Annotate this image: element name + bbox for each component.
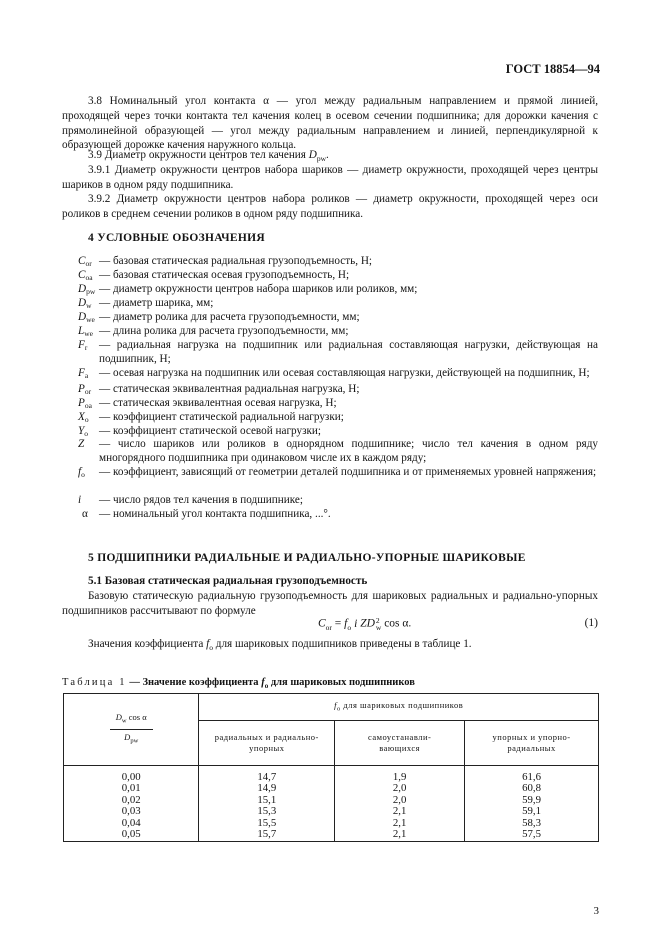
symbol-entry — [78, 494, 598, 508]
formula-zd: ZD — [357, 617, 375, 630]
group-f: f — [334, 699, 338, 710]
symbol-letter: $f_o$ — [78, 466, 85, 479]
symbol-entry — [78, 383, 598, 397]
symbol-entry — [78, 269, 598, 283]
symbol-letter: $F_a$ — [78, 367, 89, 380]
table-label: Таблица 1 — [62, 677, 127, 688]
symbol-description: — число шариков или роликов в однорядном подшипнике; число тел качения в одном ряду многорядного подшипника при одинаковом числе их в каждом ряду; — [99, 438, 598, 464]
symbol-subscript: r — [84, 343, 88, 352]
symbol-letter: $F_r$ — [78, 339, 88, 352]
table-cell: 2,0 — [335, 795, 465, 807]
table-caption-text: Значение коэффициента — [142, 677, 262, 688]
table-cell: 0,01 — [64, 783, 199, 795]
d-symbol: D — [308, 149, 317, 161]
table-row — [64, 818, 599, 830]
para-3-9-2: 3.9.2 Диаметр окружности центров набора роликов — диаметр окружности, проходящей через оси роликов в среднем сечении роликов в одном ряду подшипника. — [62, 193, 598, 220]
table-cell: 2,0 — [335, 783, 465, 795]
table-header-row-1 — [64, 694, 599, 721]
symbol-entry — [78, 425, 598, 439]
para-3-8: 3.8 Номинальный угол контакта α — угол между радиальным направлением и прямой линией, проходящей через точки контакта тел качения колец в осевом сечении подшипника; для дорожки качения с прямолинейной образующей — угол между радиальным направлением и линией, перпендикулярной к образующей дорожке качения наружного кольца. — [62, 95, 598, 152]
symbol-description: — коэффициент, зависящий от геометрии деталей подшипника и от применяемых уровней напряжения; — [99, 466, 597, 478]
symbol-entry — [78, 325, 598, 339]
table-cell: 14,7 — [199, 772, 335, 784]
symbol-description: — диаметр шарика, мм; — [99, 297, 214, 309]
table-cell: 60,8 — [465, 783, 599, 795]
table-cell: 14,9 — [199, 783, 335, 795]
symbol-entry — [78, 466, 598, 494]
symbol-letter: i — [78, 494, 82, 506]
after-prefix: Значения коэффициента — [88, 638, 207, 650]
standard-code: ГОСТ 18854—94 — [505, 62, 600, 76]
table-cell: 61,6 — [465, 772, 599, 784]
col-header-radial: радиальных и радиально-упорных — [199, 721, 335, 766]
col-header-self-aligning: самоустанавли-вающихся — [335, 721, 465, 766]
table-row — [64, 772, 599, 784]
symbol-subscript: o — [84, 415, 89, 424]
d-subscript: pw — [316, 154, 326, 164]
table-caption-sym: f — [261, 677, 265, 688]
para-after-formula — [88, 637, 598, 656]
group-header-text: для шариковых подшипников — [340, 699, 464, 710]
table-caption — [62, 677, 415, 690]
table-cell: 2,1 — [335, 806, 465, 818]
formula-sup: 2 — [375, 616, 380, 625]
table-cell: 0,03 — [64, 806, 199, 818]
symbol-letter: $X_o$ — [78, 411, 89, 424]
coefficient-table — [63, 693, 599, 842]
symbol-entry — [78, 255, 598, 269]
table-cell: 58,3 — [465, 818, 599, 830]
formula-w-sub: w — [375, 623, 382, 632]
symbol-subscript: or — [84, 387, 92, 396]
symbol-subscript: oa — [84, 401, 92, 410]
para-3-9-1: 3.9.1 Диаметр окружности центров набора шариков — диаметр окружности, проходящей через центры шариков в одном ряду подшипника. — [62, 164, 598, 191]
symbol-description: — осевая нагрузка на подшипник или осевая составляющая нагрузки, действующей на подшипник, Н; — [99, 367, 590, 379]
ratio-cos: cos α — [126, 712, 147, 723]
symbol-subscript: oa — [85, 273, 93, 282]
after-sym: f — [206, 638, 210, 650]
table-cell: 2,1 — [335, 829, 465, 841]
formula-c: C — [318, 617, 326, 630]
para-3-9-end: . — [326, 149, 329, 161]
ratio-dpw-sub: pw — [130, 737, 139, 745]
symbol-entry — [78, 283, 598, 297]
symbol-letter: $D_{we}$ — [78, 311, 95, 324]
symbol-description: — базовая статическая радиальная грузоподъемность, Н; — [99, 255, 373, 267]
subsection-5-1-title: 5.1 Базовая статическая радиальная грузоподъемность — [88, 575, 368, 587]
ratio-header — [64, 694, 199, 766]
table-row — [64, 806, 599, 818]
table-caption-dash: — — [126, 677, 143, 688]
symbol-entry — [78, 411, 598, 425]
symbol-entry — [78, 339, 598, 367]
formula-c-sub: or — [325, 622, 332, 632]
table-caption-sub: o — [264, 682, 269, 691]
symbol-description: — базовая статическая осевая грузоподъемность, Н; — [99, 269, 350, 281]
formula-f: f — [344, 617, 348, 630]
table-cell: 0,05 — [64, 829, 199, 841]
table-row — [64, 829, 599, 841]
symbol-description: — диаметр ролика для расчета грузоподъемности, мм; — [99, 311, 360, 323]
table-cell: 59,9 — [465, 795, 599, 807]
symbol-description: — коэффициент статической радиальной нагрузки; — [99, 411, 344, 423]
table-cell: 15,7 — [199, 829, 335, 841]
symbol-description: — статическая эквивалентная осевая нагрузка, Н; — [99, 397, 337, 409]
symbol-subscript: o — [81, 470, 85, 479]
table-cell: 1,9 — [335, 772, 465, 784]
section-4-title: 4 УСЛОВНЫЕ ОБОЗНАЧЕНИЯ — [88, 232, 265, 244]
symbol-description: — число рядов тел качения в подшипнике; — [99, 494, 303, 506]
col-header-thrust: упорных и упорно-радиальных — [465, 721, 599, 766]
symbol-subscript: or — [85, 259, 92, 268]
symbol-entry — [78, 508, 598, 522]
table-cell: 0,00 — [64, 772, 199, 784]
symbol-letter: α — [82, 508, 88, 520]
table-cell: 59,1 — [465, 806, 599, 818]
section-5-title: 5 ПОДШИПНИКИ РАДИАЛЬНЫЕ И РАДИАЛЬНО-УПОРНЫЕ ШАРИКОВЫЕ — [88, 552, 526, 564]
symbol-description: — радиальная нагрузка на подшипник или радиальная составляющая нагрузки, действующая на подшипник, Н; — [99, 339, 598, 365]
symbol-subscript: w — [86, 301, 92, 310]
after-sub: o — [209, 643, 213, 653]
symbol-letter: $Y_o$ — [78, 425, 88, 438]
page-number: 3 — [593, 905, 599, 917]
equation-number: (1) — [584, 617, 598, 629]
table-cell: 15,1 — [199, 795, 335, 807]
para-5-1: Базовую статическую радиальную грузоподъемность для шариковых радиальных и радиально-упорных подшипников рассчитывают по формуле — [62, 590, 598, 617]
table-cell: 0,04 — [64, 818, 199, 830]
symbol-subscript: we — [84, 329, 93, 338]
ratio-dpw: D — [124, 732, 131, 742]
formula-1 — [318, 617, 411, 632]
symbol-subscript: a — [84, 371, 89, 380]
table-cell: 57,5 — [465, 829, 599, 841]
group-header — [199, 694, 599, 721]
symbol-subscript: we — [86, 315, 95, 324]
symbol-description: — длина ролика для расчета грузоподъемности, мм; — [99, 325, 349, 337]
group-f-sub: o — [337, 705, 341, 713]
symbol-description: — диаметр окружности центров набора шариков или роликов, мм; — [99, 283, 418, 295]
symbol-letter: Z — [78, 438, 85, 450]
table-cell: 0,02 — [64, 795, 199, 807]
symbol-description: — статическая эквивалентная радиальная нагрузка, Н; — [99, 383, 360, 395]
symbol-entry — [78, 297, 598, 311]
symbol-letter: $P_{oa}$ — [78, 397, 92, 410]
formula-tail: cos α. — [381, 617, 412, 630]
symbol-letter: $P_{or}$ — [78, 383, 92, 396]
symbol-letter: $C_{oa}$ — [78, 269, 93, 282]
formula-eq: = — [331, 617, 345, 630]
symbol-entry — [78, 438, 598, 466]
after-suffix: для шариковых подшипников приведены в таблице 1. — [212, 638, 472, 650]
table-row — [64, 795, 599, 807]
symbol-description: — номинальный угол контакта подшипника, ...°. — [99, 508, 331, 520]
ratio-dw-sub: w — [121, 718, 127, 725]
symbol-entry — [78, 397, 598, 411]
formula-f-sub: o — [347, 622, 352, 632]
symbol-subscript: o — [84, 429, 88, 438]
table-caption-tail: для шариковых подшипников — [268, 677, 415, 688]
para-3-9-text: 3.9 Диаметр окружности центров тел качения — [88, 149, 309, 161]
table-row — [64, 783, 599, 795]
symbol-description: — коэффициент статической осевой нагрузки; — [99, 425, 322, 437]
symbol-letter: $D_{pw}$ — [78, 283, 96, 296]
symbol-subscript: pw — [86, 287, 96, 296]
formula-i: i — [354, 617, 358, 630]
symbol-letter: $L_{we}$ — [78, 325, 93, 338]
table-cell: 15,3 — [199, 806, 335, 818]
ratio-dw: D — [115, 712, 122, 723]
table-cell: 15,5 — [199, 818, 335, 830]
symbol-letter: $D_w$ — [78, 297, 92, 310]
symbol-letter: $C_{or}$ — [78, 255, 92, 268]
symbol-entry — [78, 311, 598, 325]
table-cell: 2,1 — [335, 818, 465, 830]
